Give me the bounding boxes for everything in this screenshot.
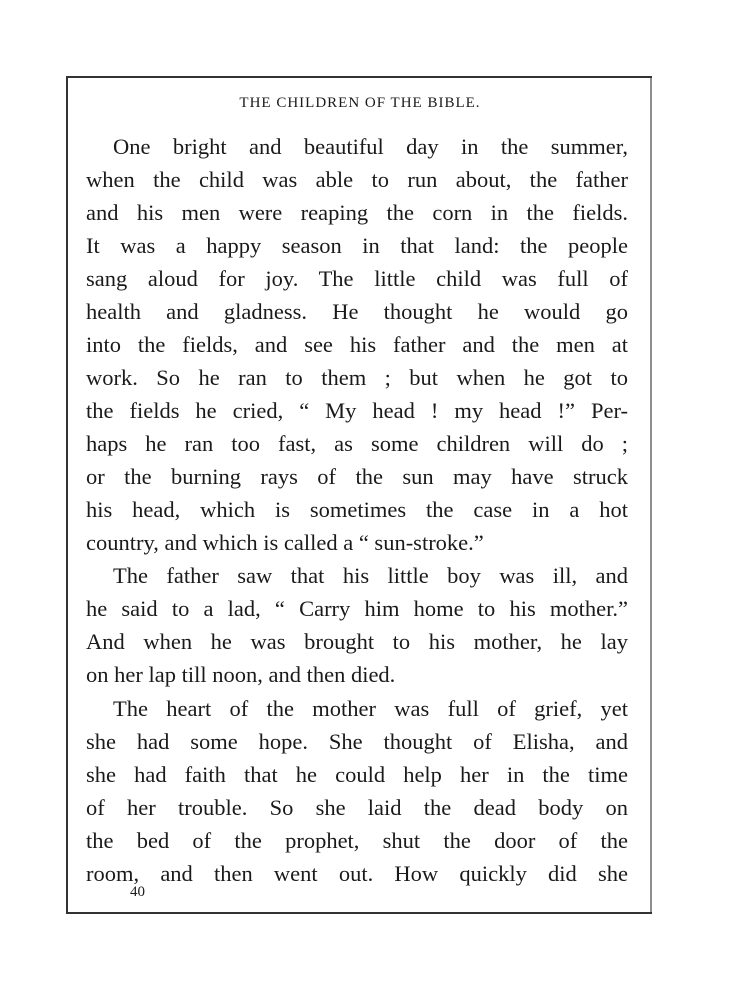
text-line: or the burning rays of the sun may have struck	[86, 464, 628, 489]
text-line: when the child was able to run about, the father	[86, 167, 628, 192]
text-line: The heart of the mother was full of grief, yet	[113, 696, 628, 721]
text-line: the fields he cried, “ My head ! my head !” Per-	[86, 398, 628, 423]
text-line: into the fields, and see his father and the men at	[86, 332, 628, 357]
text-line: And when he was brought to his mother, he lay	[86, 629, 628, 654]
right-border-rule	[650, 76, 652, 913]
text-line: The father saw that his little boy was ill, and	[113, 563, 628, 588]
text-line: she had faith that he could help her in the time	[86, 762, 628, 787]
running-head: THE CHILDREN OF THE BIBLE.	[239, 95, 481, 111]
text-line: One bright and beautiful day in the summer,	[113, 134, 628, 159]
text-line: his head, which is sometimes the case in a hot	[86, 497, 628, 522]
top-border-rule	[66, 76, 652, 78]
text-line: room, and then went out. How quickly did she	[86, 861, 628, 886]
left-border-rule	[66, 76, 68, 913]
text-line: of her trouble. So she laid the dead body on	[86, 795, 628, 820]
text-line: on her lap till noon, and then died.	[86, 662, 396, 687]
text-line: It was a happy season in that land: the people	[86, 233, 628, 258]
text-line: sang aloud for joy. The little child was full of	[86, 266, 628, 291]
text-line: health and gladness. He thought he would go	[86, 299, 628, 324]
text-line: the bed of the prophet, shut the door of the	[86, 828, 628, 853]
text-line: he said to a lad, “ Carry him home to his mother.”	[86, 596, 628, 621]
page-number: 40	[130, 884, 145, 900]
text-line: and his men were reaping the corn in the fields.	[86, 200, 628, 225]
bottom-border-rule	[66, 912, 652, 914]
text-line: work. So he ran to them ; but when he got to	[86, 365, 628, 390]
text-line: haps he ran too fast, as some children will do ;	[86, 431, 628, 456]
text-line: she had some hope. She thought of Elisha, and	[86, 729, 628, 754]
text-line: country, and which is called a “ sun-stroke.”	[86, 530, 484, 555]
